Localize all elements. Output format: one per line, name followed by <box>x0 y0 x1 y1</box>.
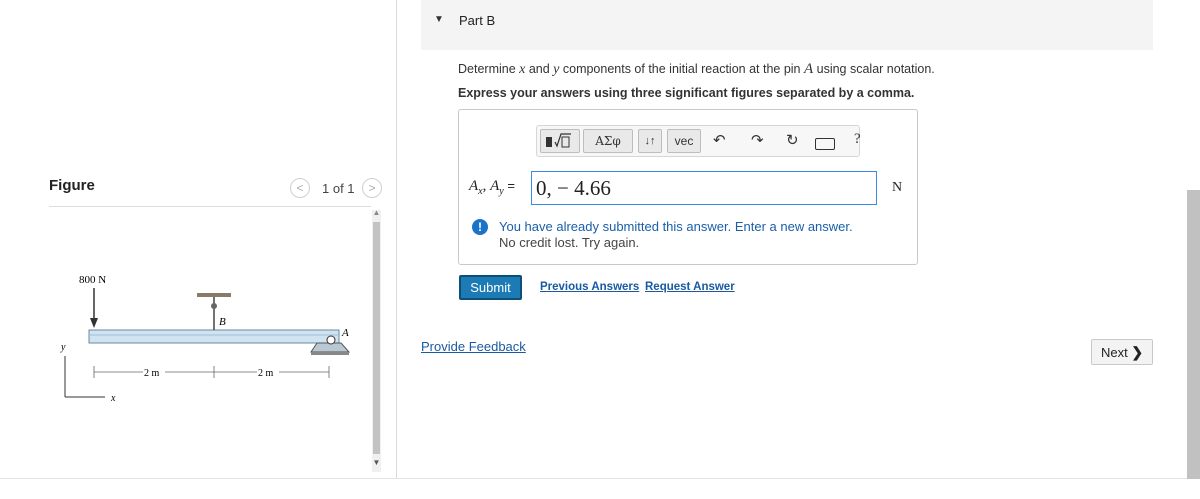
figure-next-button[interactable]: > <box>362 178 382 198</box>
dim-right-label: 2 m <box>258 368 274 379</box>
collapse-caret-icon[interactable]: ▼ <box>434 14 444 25</box>
scroll-up-arrow-icon[interactable]: ▲ <box>372 208 381 217</box>
panel-divider <box>396 0 397 478</box>
previous-answers-link[interactable]: Previous Answers <box>540 281 640 293</box>
subscript-superscript-button[interactable]: ↓↑ <box>638 129 662 153</box>
redo-icon[interactable]: ↷ <box>751 132 764 149</box>
dim-left-label: 2 m <box>144 368 160 379</box>
templates-icon <box>541 130 579 152</box>
instruction-text: Express your answers using three significant figures separated by a comma. <box>458 86 915 100</box>
footer-divider <box>0 478 1200 479</box>
figure-title: Figure <box>49 177 95 194</box>
warning-icon: ! <box>472 219 488 235</box>
help-icon[interactable]: ? <box>854 131 861 147</box>
force-label: 800 N <box>79 274 107 286</box>
figure-count: 1 of 1 <box>322 181 355 196</box>
answer-input[interactable]: 0, − 4.66 <box>531 171 877 205</box>
templates-button[interactable] <box>540 129 580 153</box>
part-header[interactable] <box>421 0 1153 50</box>
part-title: Part B <box>459 13 496 28</box>
vector-button[interactable]: vec <box>667 129 701 153</box>
ceiling-support <box>197 293 231 297</box>
page-scrollbar[interactable] <box>1187 190 1200 479</box>
beam-diagram <box>49 260 369 410</box>
warning-submessage: No credit lost. Try again. <box>499 235 640 250</box>
undo-icon[interactable]: ↶ <box>713 132 726 149</box>
greek-symbols-button[interactable]: ΑΣφ <box>583 129 633 153</box>
answer-label: $A_x$, $A_y$ = <box>469 178 515 197</box>
submit-button[interactable]: Submit <box>459 275 522 300</box>
request-answer-link[interactable]: Request Answer <box>645 281 735 293</box>
force-arrowhead <box>90 318 98 328</box>
figure-scrollbar-thumb[interactable] <box>373 222 380 454</box>
pin-a-label: A <box>342 327 349 339</box>
x-axis-label: x <box>111 393 116 404</box>
figure-divider <box>49 206 371 207</box>
pin-b-label: B <box>219 316 226 328</box>
question-text: Determine x and y components of the initial reaction at the pin A using scalar notation. <box>458 61 935 77</box>
keyboard-icon[interactable] <box>815 138 835 150</box>
provide-feedback-link[interactable]: Provide Feedback <box>421 339 526 354</box>
warning-message: You have already submitted this answer. Enter a new answer. <box>499 219 853 234</box>
figure-prev-button[interactable]: < <box>290 178 310 198</box>
answer-unit: N <box>892 180 903 195</box>
reset-icon[interactable]: ↻ <box>786 132 799 149</box>
y-axis-label: y <box>61 342 66 353</box>
beam <box>89 330 339 343</box>
next-button[interactable]: Next ❯ <box>1091 339 1153 365</box>
scroll-down-arrow-icon[interactable]: ▼ <box>372 458 381 467</box>
chevron-right-icon: ❯ <box>1131 344 1144 360</box>
